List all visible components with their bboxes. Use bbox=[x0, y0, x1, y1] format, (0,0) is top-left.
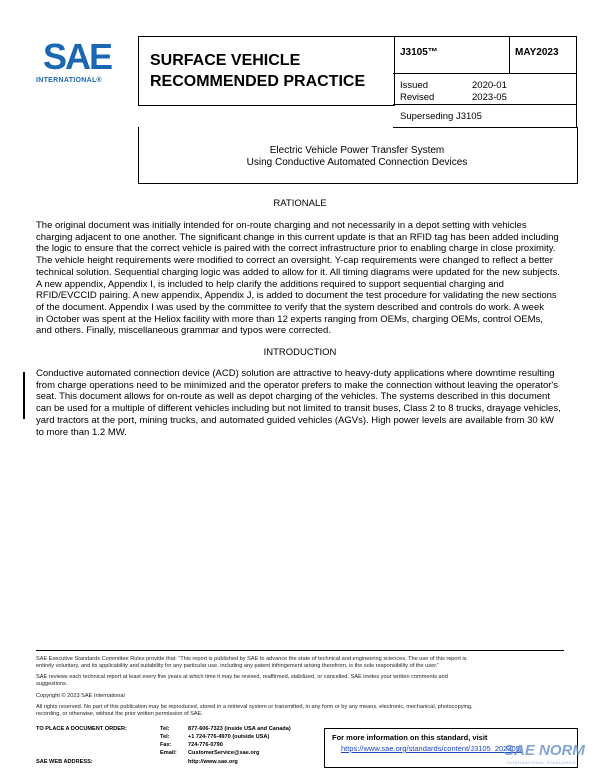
rationale-heading: RATIONALE bbox=[273, 198, 327, 209]
standard-link[interactable]: https://www.sae.org/standards/content/J3105_202305/ bbox=[341, 744, 522, 753]
contact-email[interactable]: CustomerService@sae.org bbox=[188, 750, 260, 756]
rationale-line: The vehicle height requirements were modified to correct an oversight. Y-cap requirements were changed to reflect a better bbox=[36, 255, 553, 267]
more-info-text: For more information on this standard, visit bbox=[332, 733, 488, 742]
contact-value: 877-606-7323 (inside USA and Canada) bbox=[188, 726, 291, 732]
committee-rules-text bbox=[36, 656, 566, 671]
fine-print-line: All rights reserved. No part of this publication may be reproduced, stored in a retrieval system or transmitted, in any form or by any means, electronic, mechanical, photocopying, bbox=[36, 704, 473, 710]
contact-key: Tel: bbox=[160, 726, 170, 732]
document-type bbox=[150, 50, 365, 92]
rationale-line: RFID/EVCCID pairing. A new appendix, Appendix J, is added to document the test procedure for validating the new sections bbox=[36, 290, 557, 302]
doc-number: J3105™ bbox=[400, 47, 438, 58]
fine-print-line: suggestions. bbox=[36, 681, 68, 688]
introduction-line: from charge operations need to be minimized and the operator prefers to make the connection without leaving the operator's bbox=[36, 379, 558, 391]
introduction-heading: INTRODUCTION bbox=[263, 347, 337, 358]
introduction-line: seat. This document allows for on-route as well as depot charging of the vehicles. The systems described in this document bbox=[36, 391, 550, 403]
contact-key: Email: bbox=[160, 750, 177, 756]
rationale-line: and others. Finally, miscellaneous grammar and typos were corrected. bbox=[36, 325, 331, 337]
fine-print-line: SAE Executive Standards Committee Rules provide that: “This report is published by SAE to advance the state of technical and engineering sciences. The use of this report is bbox=[36, 656, 467, 662]
rationale-line: charging adjacent to one another. The significant change in this current update is that an RFID tag has been added including bbox=[36, 231, 559, 243]
watermark-logo: SAE NORM bbox=[504, 742, 585, 759]
document-type-line-2: RECOMMENDED PRACTICE bbox=[150, 73, 366, 90]
rationale-line: The original document was initially intended for on-route charging and not necessarily in a depot setting with vehicles bbox=[36, 220, 527, 231]
fine-print-line: entirely voluntary, and its applicability and suitability for any particular use, including any patent infringement arising therefrom, is the sole responsibility of the user.” bbox=[36, 663, 440, 670]
introduction-line: yard tractors at the port, mining trucks, and automated guided vehicles (AGVs). High power levels are available from 30 kW bbox=[36, 414, 554, 426]
web-address-label: SAE WEB ADDRESS: bbox=[36, 759, 93, 765]
fine-print-line: recording, or otherwise, without the prior written permission of SAE. bbox=[36, 711, 203, 718]
web-address-link[interactable]: http://www.sae.org bbox=[188, 759, 238, 765]
sae-logo-subtitle: INTERNATIONAL® bbox=[36, 77, 103, 84]
watermark-subtitle: INTERNATIONAL STANDARDS bbox=[507, 760, 576, 765]
contact-value: +1 724-776-4970 (outside USA) bbox=[188, 734, 270, 740]
sae-logo: SAE bbox=[43, 36, 112, 77]
rationale-line: A new appendix, Appendix I, is included to help clarify the additions required to support sequential charging and bbox=[36, 278, 504, 290]
revised-label: Revised bbox=[400, 92, 435, 103]
introduction-paragraph bbox=[36, 368, 564, 438]
issued-value: 2020-01 bbox=[472, 80, 507, 91]
introduction-line: can be used for a multiple of different vehicles including but not limited to transit buses, Class 2 to 8 trucks, drayage vehicles, bbox=[36, 403, 561, 415]
rights-text bbox=[36, 704, 566, 719]
doc-date: MAY2023 bbox=[515, 47, 559, 58]
copyright-text: Copyright © 2023 SAE International bbox=[36, 693, 125, 699]
review-text bbox=[36, 674, 566, 689]
contact-value: 724-776-0790 bbox=[188, 742, 223, 748]
introduction-line: Conductive automated connection device (ACD) solution are attractive to heavy-duty applications where downtime resulting bbox=[36, 368, 555, 379]
document-title-line-1: Electric Vehicle Power Transfer System bbox=[269, 145, 445, 156]
fine-print-line: SAE reviews each technical report at least every five years at which time it may be revised, reaffirmed, stabilized, or cancelled. SAE invites your written comments and bbox=[36, 674, 448, 680]
document-title-line-2: Using Conductive Automated Connection Devices bbox=[246, 157, 468, 168]
rationale-line: the logic to ensure that the correct vehicle is paired with the correct infrastructure prior to enabling charge in close proximity. bbox=[36, 243, 556, 255]
issued-label: Issued bbox=[400, 80, 428, 91]
revised-value: 2023-05 bbox=[472, 92, 507, 103]
contact-key: Fax: bbox=[160, 742, 172, 748]
order-label: TO PLACE A DOCUMENT ORDER: bbox=[36, 726, 127, 732]
rationale-line: technical solution. Sequential charging logic was added to allow for it. All timing diagrams were updated for the new subjects. bbox=[36, 266, 560, 278]
introduction-line: to more than 1.2 MW. bbox=[36, 426, 127, 438]
footer-divider bbox=[36, 650, 564, 651]
contact-key: Tel: bbox=[160, 734, 170, 740]
revision-change-bar bbox=[23, 372, 25, 419]
document-type-line-1: SURFACE VEHICLE bbox=[150, 52, 301, 69]
rationale-line: of the document. Appendix I was used by the committee to verify that the system described and controls do work. A week bbox=[36, 301, 544, 313]
superseding-text: Superseding J3105 bbox=[400, 111, 482, 122]
rationale-line: in October was spent at the Heliox facility with more than 12 experts ranging from OEMs, charging OEMs, control OEMs, bbox=[36, 313, 543, 325]
rationale-paragraph bbox=[36, 220, 564, 337]
